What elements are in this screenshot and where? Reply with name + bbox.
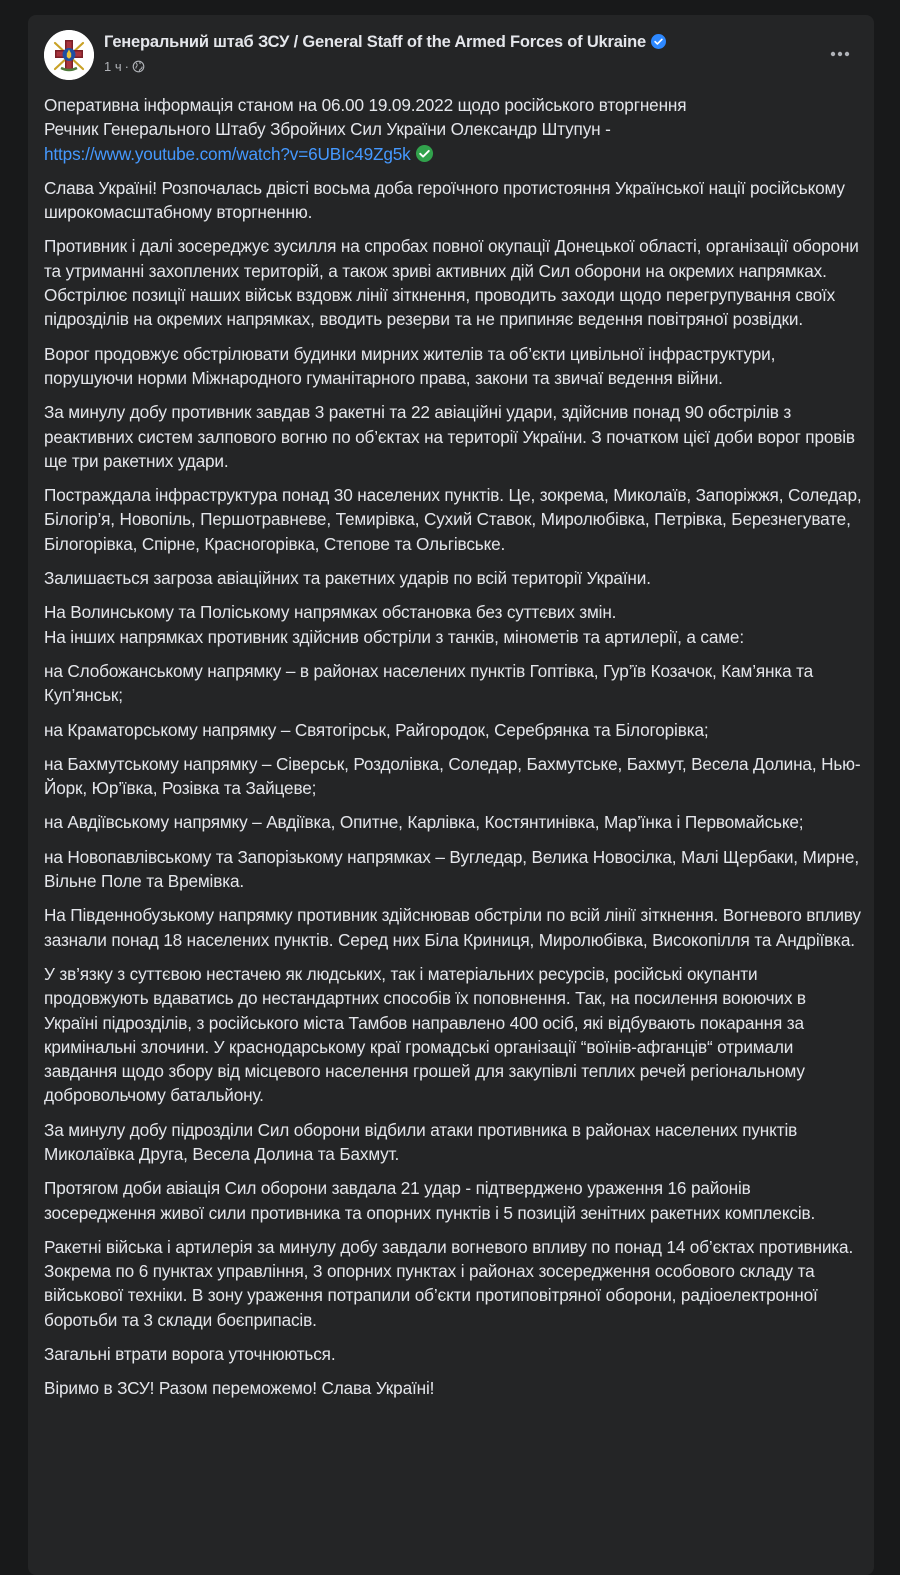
youtube-link[interactable]: https://www.youtube.com/watch?v=6UBIc49Zg5k [44, 143, 411, 164]
intro-line-1: Оперативна інформація станом на 06.00 19.09.2022 щодо російського вторгнення [44, 95, 687, 115]
post-paragraph: Залишається загроза авіаційних та ракетних ударів по всій території України. [44, 568, 651, 589]
more-options-button[interactable] [822, 36, 858, 72]
post-paragraph: на Краматорському напрямку – Святогірськ, Райгородок, Серебрянка та Білогорівка; [44, 719, 709, 740]
post-intro [44, 93, 864, 166]
post-paragraph: Слава Україні! Розпочалась двісті восьма доба героїчного протистояння Української нації російському широкомасштабному вторгненню. [44, 177, 845, 223]
post-header [44, 30, 858, 82]
more-options-icon [830, 51, 850, 57]
post-paragraphs [44, 176, 864, 1401]
post-paragraph: Ракетні війська і артилерія за минулу добу завдали вогневого впливу по понад 14 об’єктах противника. Зокрема по 6 пунктах управління, 3 опорних пунктах і районах зосередження особового складу та військової техніки. В зону ураження потрапили об’єкти протиповітряної оборони, радіоелектронної боротьби та 3 склади боєприпасів. [44, 1236, 854, 1330]
general-staff-emblem-icon [44, 30, 94, 80]
globe-icon[interactable] [132, 60, 145, 73]
post-paragraph: На Волинському та Поліському напрямках обстановка без суттєвих змін. На інших напрямках противник здійснив обстріли з танків, мінометів та артилерії, а саме: [44, 602, 744, 647]
post-paragraph: на Слобожанському напрямку – в районах населених пунктів Гоптівка, Гур’їв Козачок, Кам’янка та Куп’янськ; [44, 660, 814, 706]
post-paragraph: За минулу добу противник завдав 3 ракетні та 22 авіаційні удари, здійснив понад 90 обстрілів з реактивних систем залпового вогню по об’єктах на території України. З початком цієї доби ворог провів ще три ракетних удари. [44, 402, 855, 471]
meta-separator: · [124, 59, 129, 74]
post-paragraph: За минулу добу підрозділи Сил оборони відбили атаки противника в районах населених пунктів Миколаївка Друга, Весела Долина та Бахмут. [44, 1119, 798, 1164]
post-paragraph: на Бахмутському напрямку – Сіверськ, Роздолівка, Соледар, Бахмутське, Бахмут, Весела Долина, Нью-Йорк, Юр’ївка, Розівка та Зайцеве; [44, 753, 861, 799]
green-check-icon [415, 144, 434, 163]
post-paragraph: Протягом доби авіація Сил оборони завдала 21 удар - підтверджено ураження 16 районів зосередження живої сили противника та опорних пунктів і 5 позицій зенітних ракетних комплексів. [44, 1178, 816, 1223]
post-paragraph: Віримо в ЗСУ! Разом переможемо! Слава Україні! [44, 1378, 435, 1399]
post-paragraph: Загальні втрати ворога уточнюються. [44, 1344, 336, 1365]
post-meta [104, 59, 145, 74]
post-paragraph: На Південнобузькому напрямку противник здійснював обстріли по всій лінії зіткнення. Вогневого впливу зазнали понад 18 населених пунктів. Серед них Біла Криниця, Миролюбівка, Високопілля та Андріївка. [44, 905, 861, 950]
post-paragraph: на Авдіївському напрямку – Авдіївка, Опитне, Карлівка, Костянтинівка, Мар’їнка і Первомайське; [44, 812, 804, 833]
page-avatar[interactable] [44, 30, 94, 80]
post-paragraph: Постраждала інфраструктура понад 30 населених пунктів. Це, зокрема, Миколаїв, Запоріжжя, Соледар, Білогір’я, Новопіль, Першотравневе, Темирівка, Сухий Ставок, Миролюбівка, Петрівка, Березнегувате, Білогорівка, Спірне, Красногорівка, Степове та Ольгівське. [44, 485, 862, 554]
post-time[interactable]: 1 ч [104, 59, 122, 74]
post-card [28, 15, 874, 1575]
post-body [44, 93, 864, 1401]
post-paragraph: на Новопавлівському та Запорізькому напрямках – Вугледар, Велика Новосілка, Малі Щербаки, Мирне, Вільне Поле та Времівка. [44, 846, 859, 892]
page-name-text[interactable]: Генеральний штаб ЗСУ / General Staff of the Armed Forces of Ukraine [104, 33, 646, 51]
post-paragraph: Противник і далі зосереджує зусилля на спробах повної окупації Донецької області, організації оборони та утриманні захоплених територій, а також зриві активних дій Сил оборони на окремих напрямках. Обстрілює позиції наших військ вздовж лінії зіткнення, проводить заходи щодо перегрупування своїх підрозділів на окремих напрямках, вводить резерви та не припиняє ведення повітряної розвідки. [44, 236, 859, 330]
verified-badge-icon [651, 34, 666, 49]
post-paragraph: Ворог продовжує обстрілювати будинки мирних жителів та об’єкти цивільної інфраструктури, порушуючи норми Міжнародного гуманітарного права, закони та звичаї ведення війни. [44, 343, 776, 388]
intro-line-2: Речник Генерального Штабу Збройних Сил України Олександр Штупун - [44, 119, 611, 140]
post-paragraph: У зв’язку з суттєвою нестачею як людських, так і матеріальних ресурсів, російські окупанти продовжують вдаватись до нестандартних способів їх поповнення. Так, на посилення воюючих в Україні підрозділів, з російського міста Тамбов направлено 400 осіб, які відбувають покарання за кримінальні злочини. У краснодарському краї громадські організації “воїнів-афганців“ отримали завдання щодо збору від місцевого населення грошей для закупівлі теплих речей регіональному добровольчому батальйону. [44, 963, 806, 1106]
page-name[interactable] [104, 33, 666, 52]
